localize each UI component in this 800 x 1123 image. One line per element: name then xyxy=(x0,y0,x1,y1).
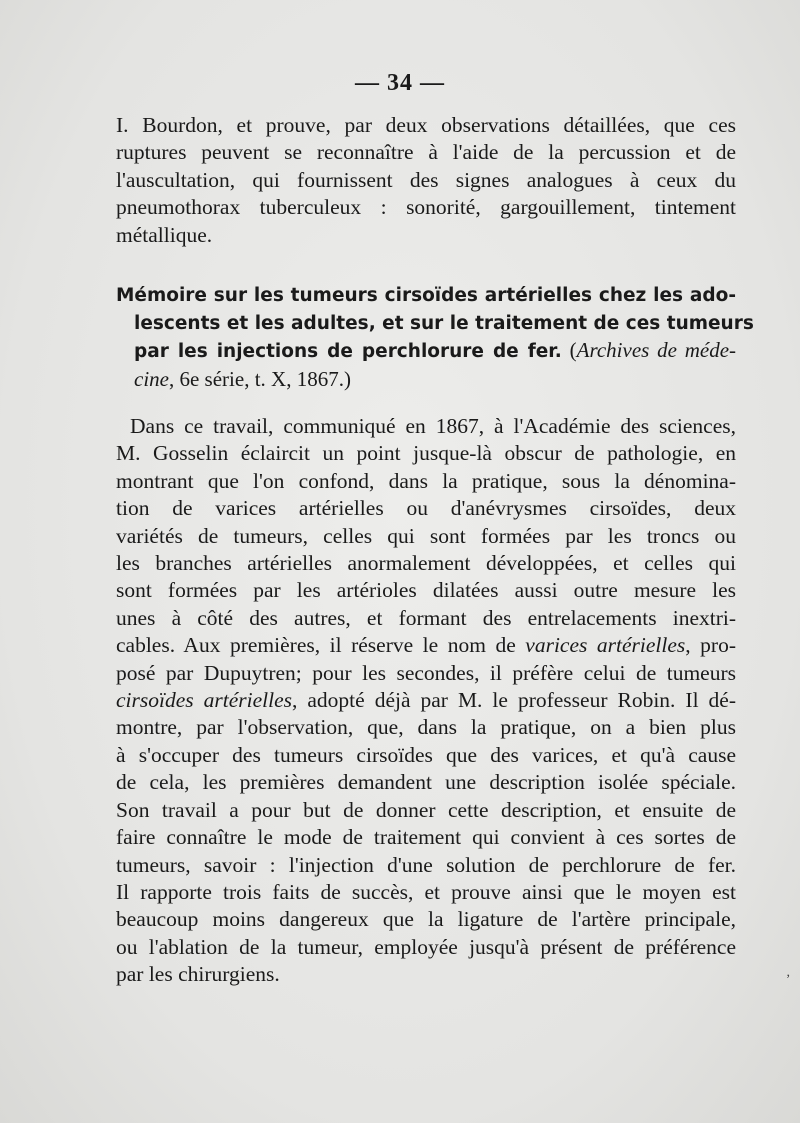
text-line: Dans ce travail, communiqué en 1867, à l'Académie des sciences, xyxy=(130,414,736,438)
text-line xyxy=(116,687,736,714)
text-line: I. Bourdon, et prouve, par deux observations détaillées, que ces xyxy=(116,113,736,137)
page-number: — 34 — xyxy=(355,70,445,96)
text-line: tumeurs, savoir : l'injection d'une solution de perchlorure de fer. xyxy=(116,852,736,877)
text-line: variétés de tumeurs, celles qui sont formées par les troncs ou xyxy=(116,523,736,548)
memoire-title-line: Mémoire sur les tumeurs cirsoïdes artérielles chez les ado- xyxy=(116,285,736,306)
citation-line xyxy=(116,366,736,394)
citation-detail: , 6e série, t. X, 1867.) xyxy=(168,366,351,391)
paragraph-1 xyxy=(116,112,736,249)
text-run: , pro- xyxy=(685,633,736,658)
text-line: métallique. xyxy=(116,222,213,247)
text-run: , adopté déjà par M. le professeur Robin. Il dé- xyxy=(292,688,736,713)
text-line: à s'occuper des tumeurs cirsoïdes que des varices, et qu'à cause xyxy=(116,742,736,767)
text-line: les branches artérielles anormalement développées, et celles qui xyxy=(116,551,736,576)
text-line: sont formées par les artérioles dilatées aussi outre mesure les xyxy=(116,578,736,603)
text-line: tion de varices artérielles ou d'anévrysmes cirsoïdes, deux xyxy=(116,496,736,521)
text-line: ou l'ablation de la tumeur, employée jusqu'à présent de préférence xyxy=(116,934,736,959)
journal-name: Archives de méde- xyxy=(576,338,737,363)
text-line: unes à côté des autres, et formant des entrelacements inextri- xyxy=(116,605,736,630)
paragraph-2 xyxy=(116,413,736,989)
text-line: posé par Dupuytren; pour les secondes, il préfère celui de tumeurs xyxy=(116,660,736,685)
text-line: beaucoup moins dangereux que la ligature de l'artère principale, xyxy=(116,907,736,932)
text-line: par les chirurgiens. xyxy=(116,962,280,987)
text-line: faire connaître le mode de traitement qui convient à ces sortes de xyxy=(116,825,736,850)
text-line: Il rapporte trois faits de succès, et prouve ainsi que le moyen est xyxy=(116,879,736,904)
text-line: Son travail a pour but de donner cette description, et ensuite de xyxy=(116,797,736,822)
memoire-heading xyxy=(116,282,754,393)
memoire-title-line: lescents et les adultes, et sur le traitement de ces tumeurs xyxy=(134,312,754,334)
margin-mark: , xyxy=(786,965,790,980)
memoire-title-end: par les injections de perchlorure de fer. xyxy=(134,341,562,363)
journal-name-end: cine xyxy=(134,366,169,391)
text-line: de cela, les premières demandent une description isolée spéciale. xyxy=(116,770,736,795)
text-line: l'auscultation, qui fournissent des signes analogues à ceux du xyxy=(116,167,736,192)
citation-paren: ( xyxy=(561,338,577,363)
text-line: montrant que l'on confond, dans la pratique, sous la dénomina- xyxy=(116,468,736,493)
text-line: ruptures peuvent se reconnaître à l'aide de la percussion et de xyxy=(116,140,736,165)
text-line: montre, par l'observation, que, dans la pratique, on a bien plus xyxy=(116,715,736,740)
text-line: M. Gosselin éclaircit un point jusque-là obscur de pathologie, en xyxy=(116,441,736,466)
italic-term: cirsoïdes artérielles xyxy=(116,688,293,713)
text-line: pneumothorax tuberculeux : sonorité, gargouillement, tintement xyxy=(116,195,736,220)
text-line xyxy=(116,632,736,659)
memoire-title-line xyxy=(116,337,736,366)
italic-term: varices artérielles xyxy=(525,633,686,658)
text-run: cables. Aux premières, il réserve le nom de xyxy=(116,633,526,658)
